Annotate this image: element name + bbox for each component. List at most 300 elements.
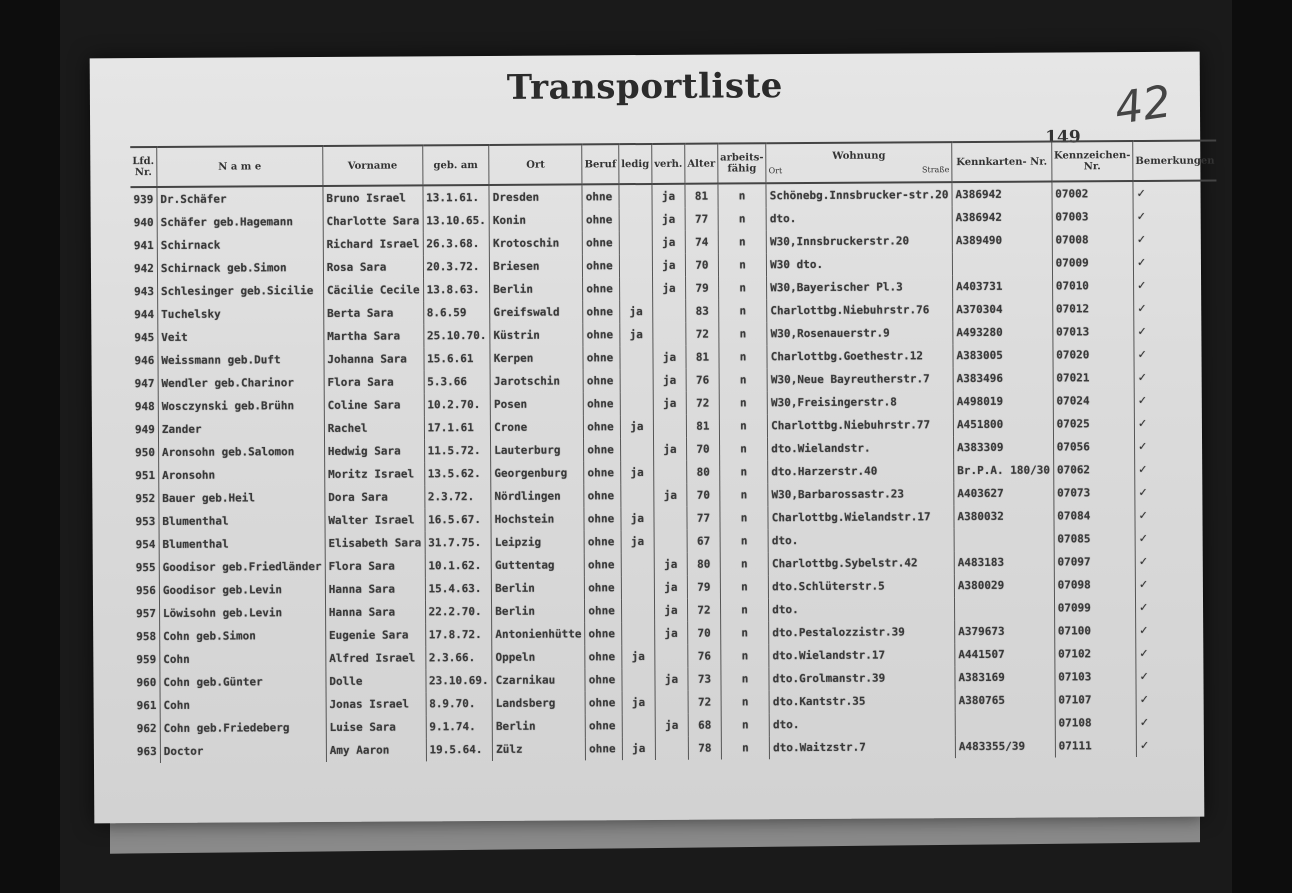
cell-arbeitsfahig: n [720,552,768,575]
cell-beruf: ohne [585,691,622,714]
cell-kennkarten [952,252,1052,276]
cell-arbeitsfahig: n [721,690,769,713]
cell-vorname: Richard Israel [323,232,423,256]
cell-arbeitsfahig: n [721,667,769,690]
cell-wohnung: dto. [766,206,952,230]
cell-bemerkungen: ✓ [1135,435,1219,459]
cell-geb: 13.8.63. [423,278,490,301]
cell-vorname: Luise Sara [326,715,426,739]
cell-name: Zander [158,417,324,441]
cell-bemerkungen: ✓ [1135,458,1219,482]
cell-nr: 959 [136,653,157,667]
cell-arbeitsfahig: n [719,368,767,391]
cell-bemerkungen: ✓ [1134,412,1218,436]
cell-arbeitsfahig: n [719,322,767,345]
cell-ort: Berlin [492,576,585,600]
cell-kennzeichen: 07024 [1053,389,1134,412]
cell-kennzeichen: 07099 [1054,596,1135,619]
cell-alter: 72 [686,323,719,346]
cell-vorname: Elisabeth Sara [325,531,425,555]
cell-alter: 72 [688,599,721,622]
cell-kennkarten: A370304 [953,298,1053,322]
cell-verh: ja [655,668,688,691]
cell-kennzeichen: 07097 [1054,550,1135,573]
cell-bemerkungen: ✓ [1135,504,1219,528]
cell-nr: 951 [135,469,156,483]
cell-geb: 10.2.70. [424,393,491,416]
cell-beruf: ohne [583,254,620,277]
cell-ledig [622,714,655,737]
header-verh: verh. [652,144,685,184]
cell-name: Doctor [160,739,326,763]
header-wohnung-sub [769,164,950,176]
cell-geb: 22.2.70. [425,600,492,623]
cell-beruf: ohne [585,668,622,691]
cell-kennkarten [955,712,1055,736]
cell-arbeitsfahig: n [719,345,767,368]
cell-verh: ja [652,254,685,277]
cell-ledig: ja [622,737,655,760]
cell-beruf: ohne [584,415,621,438]
cell-wohnung: dto. [768,528,954,552]
cell-geb: 17.1.61 [424,416,491,439]
cell-wohnung: dto.Wielandstr. [768,436,954,460]
cell-kennkarten: A441507 [955,643,1055,667]
cell-alter: 77 [685,208,718,231]
cell-wohnung: Schönebg.Innsbrucker-str.20 [766,182,952,207]
cell-ort: Berlin [490,277,583,301]
cell-bemerkungen: ✓ [1134,320,1218,344]
cell-name: Aronsohn geb.Salomon [158,440,324,464]
cell-alter: 67 [687,530,720,553]
cell-verh [655,645,688,668]
cell-name: Aronsohn [159,463,325,487]
cell-beruf: ohne [584,461,621,484]
cell-arbeitsfahig: n [719,437,767,460]
cell-nr: 943 [134,285,155,299]
cell-kennkarten: A383496 [953,367,1053,391]
cell-ort: Crone [491,415,584,439]
cell-verh: ja [653,392,686,415]
cell-kennkarten: A386942 [952,182,1052,207]
cell-kennzeichen: 07062 [1053,458,1134,481]
cell-nr: 940 [133,216,154,230]
cell-kennzeichen: 07010 [1052,274,1133,297]
cell-ledig [620,438,653,461]
cell-geb: 25.10.70. [423,324,490,347]
cell-geb: 13.1.61. [423,185,490,209]
cell-ledig: ja [621,507,654,530]
cell-kennkarten: A383005 [953,344,1053,368]
cell-nr: 956 [135,584,156,598]
cell-verh: ja [653,438,686,461]
cell-vorname: Martha Sara [324,324,424,348]
cell-geb: 19.5.64. [426,738,493,761]
cell-nr: 958 [136,630,157,644]
cell-geb: 15.6.61 [423,347,490,370]
cell-name: Blumenthal [159,509,325,533]
cell-ledig: ja [622,645,655,668]
header-wohnung [766,142,952,183]
cell-beruf: ohne [583,392,620,415]
cell-kennzeichen: 07103 [1055,665,1136,688]
cell-ledig: ja [621,530,654,553]
cell-ledig [619,277,652,300]
cell-arbeitsfahig: n [718,183,766,207]
cell-vorname: Hanna Sara [325,577,425,601]
cell-ledig [620,346,653,369]
header-arbeitsfahig: arbeits- fähig [718,143,767,183]
cell-ort: Nördlingen [491,484,584,508]
cell-vorname: Amy Aaron [326,738,426,762]
cell-name: Cohn geb.Günter [160,670,326,694]
cell-beruf: ohne [583,369,620,392]
cell-alter: 70 [685,254,718,277]
cell-bemerkungen: ✓ [1136,711,1220,735]
cell-nr: 947 [134,377,155,391]
cell-beruf: ohne [582,184,619,208]
cell-ort: Hochstein [491,507,584,531]
cell-bemerkungen: ✓ [1134,297,1218,321]
cell-verh: ja [654,599,687,622]
cell-ledig: ja [620,300,653,323]
cell-kennkarten: A386942 [952,206,1052,230]
header-ledig: ledig [619,144,652,184]
cell-kennkarten: A483355/39 [955,735,1055,759]
cell-nr: 942 [133,262,154,276]
cell-beruf: ohne [583,300,620,323]
cell-arbeitsfahig: n [721,621,769,644]
cell-ort: Landsberg [492,691,585,715]
cell-wohnung: W30 dto. [767,252,953,276]
cell-verh [655,691,688,714]
cell-nr: 954 [135,538,156,552]
cell-kennzeichen: 07073 [1053,481,1134,504]
cell-alter: 83 [686,300,719,323]
cell-kennzeichen: 07108 [1055,711,1136,734]
cell-name: Wendler geb.Charinor [158,371,324,395]
cell-kennkarten: A483183 [954,551,1054,575]
cell-vorname: Walter Israel [325,508,425,532]
cell-verh [653,300,686,323]
cell-kennkarten: A403731 [953,275,1053,299]
cell-arbeitsfahig: n [720,460,768,483]
cell-geb: 31.7.75. [425,531,492,554]
header-wohnung-ort: Ort [768,165,783,175]
header-wohnung-strasse: Straße [921,164,950,174]
cell-name: Goodisor geb.Friedländer [159,555,325,579]
cell-name: Wosczynski geb.Brühn [158,394,324,418]
cell-vorname: Dora Sara [325,485,425,509]
cell-beruf: ohne [585,645,622,668]
cell-wohnung: dto.Schlüterstr.5 [769,574,955,598]
cell-verh: ja [652,184,685,208]
cell-bemerkungen: ✓ [1134,274,1218,298]
cell-vorname: Bruno Israel [323,185,423,210]
cell-wohnung: Charlottbg.Niebuhrstr.77 [768,413,954,437]
cell-wohnung: W30,Barbarossastr.23 [768,482,954,506]
cell-arbeitsfahig: n [720,575,768,598]
cell-vorname: Coline Sara [324,393,424,417]
cell-geb: 9.1.74. [426,715,493,738]
cell-geb: 11.5.72. [424,439,491,462]
film-edge-left [0,0,60,893]
cell-alter: 70 [687,438,720,461]
header-geb: geb. am [422,145,489,185]
cell-beruf: ohne [585,622,622,645]
header-kennzeichen: Kennzeichen- Nr. [1051,141,1133,181]
cell-ort: Zülz [492,737,585,761]
cell-bemerkungen: ✓ [1136,596,1220,620]
cell-geb: 13.10.65. [423,209,490,232]
header-name: N a m e [157,146,323,187]
cell-wohnung: dto.Harzerstr.40 [768,459,954,483]
cell-kennzeichen: 07107 [1055,688,1136,711]
cell-ledig [621,553,654,576]
cell-geb: 2.3.66. [425,646,492,669]
cell-kennkarten: A379673 [955,620,1055,644]
cell-arbeitsfahig: n [719,414,767,437]
cell-geb: 5.3.66 [424,370,491,393]
cell-kennkarten: A403627 [954,482,1054,506]
cell-kennzeichen: 07013 [1053,320,1134,343]
cell-name: Blumenthal [159,532,325,556]
cell-beruf: ohne [584,438,621,461]
cell-kennzeichen: 07002 [1052,181,1134,205]
cell-geb: 15.4.63. [425,577,492,600]
cell-beruf: ohne [585,714,622,737]
cell-name: Dr.Schäfer [157,186,323,211]
cell-beruf: ohne [584,507,621,530]
cell-arbeitsfahig: n [721,713,769,736]
cell-kennzeichen: 07012 [1052,297,1133,320]
cell-alter: 68 [688,714,721,737]
cell-kennzeichen: 07084 [1054,504,1135,527]
cell-nr: 941 [133,239,154,253]
cell-name: Cohn geb.Friedeberg [160,716,326,740]
cell-wohnung: dto.Wielandstr.17 [769,643,955,667]
handwritten-number: 42 [1111,76,1175,135]
cell-beruf: ohne [585,576,622,599]
cell-vorname: Johanna Sara [324,347,424,371]
cell-ort: Lauterburg [491,438,584,462]
transport-table-wrap [130,140,1220,764]
cell-vorname: Flora Sara [325,554,425,578]
cell-arbeitsfahig: n [718,230,766,253]
header-kennkarten: Kennkarten- Nr. [952,142,1052,183]
cell-kennkarten: A493280 [953,321,1053,345]
cell-arbeitsfahig: n [720,598,768,621]
cell-name: Löwisohn geb.Levin [159,601,325,625]
cell-wohnung: W30,Bayerischer Pl.3 [767,275,953,299]
cell-verh: ja [652,231,685,254]
cell-wohnung: dto. [769,712,955,736]
cell-nr: 961 [136,699,157,713]
cell-wohnung: W30,Freisingerstr.8 [767,390,953,414]
cell-name: Bauer geb.Heil [159,486,325,510]
cell-bemerkungen: ✓ [1136,642,1220,666]
cell-wohnung: dto.Pestalozzistr.39 [769,620,955,644]
cell-kennzeichen: 07003 [1052,205,1133,228]
header-ort: Ort [489,144,582,185]
cell-ledig [622,622,655,645]
cell-beruf: ohne [583,323,620,346]
document-sheet [90,52,1215,824]
cell-alter: 70 [688,622,721,645]
cell-wohnung: dto.Grolmanstr.39 [769,666,955,690]
cell-vorname: Rosa Sara [323,255,423,279]
cell-ort: Czarnikau [492,668,585,692]
cell-arbeitsfahig: n [721,736,769,759]
cell-vorname: Alfred Israel [326,646,426,670]
cell-geb: 23.10.69. [425,669,492,692]
cell-ort: Konin [489,208,582,232]
cell-verh [653,415,686,438]
document-title: Transportliste [506,66,783,108]
cell-bemerkungen: ✓ [1136,688,1220,712]
cell-ledig: ja [622,691,655,714]
cell-beruf: ohne [582,231,619,254]
cell-ledig [621,576,654,599]
header-alter: Alter [685,144,718,184]
cell-arbeitsfahig: n [720,483,768,506]
cell-alter: 80 [687,461,720,484]
cell-beruf: ohne [584,530,621,553]
cell-alter: 79 [687,576,720,599]
cell-arbeitsfahig: n [719,299,767,322]
cell-kennkarten: A380029 [954,574,1054,598]
cell-wohnung: dto. [769,597,955,621]
cell-vorname: Hedwig Sara [324,439,424,463]
cell-wohnung: Charlottbg.Goethestr.12 [767,344,953,368]
cell-alter: 74 [685,231,718,254]
cell-ledig [619,254,652,277]
cell-bemerkungen: ✓ [1133,205,1217,229]
cell-ort: Jarotschin [490,369,583,393]
cell-kennzeichen: 07111 [1055,734,1136,757]
cell-vorname: Eugenie Sara [325,623,425,647]
cell-kennkarten: A383309 [953,436,1053,460]
cell-verh [655,737,688,760]
cell-verh: ja [652,277,685,300]
page-number: 149 [1045,127,1081,148]
cell-bemerkungen: ✓ [1135,527,1219,551]
cell-beruf: ohne [583,346,620,369]
cell-ledig [619,231,652,254]
cell-arbeitsfahig: n [718,253,766,276]
cell-verh [654,461,687,484]
cell-vorname: Jonas Israel [326,692,426,716]
cell-wohnung: W30,Rosenauerstr.9 [767,321,953,345]
cell-arbeitsfahig: n [720,506,768,529]
cell-verh: ja [654,576,687,599]
cell-vorname: Cäcilie Cecile [323,278,423,302]
cell-alter: 80 [687,553,720,576]
cell-kennkarten: Br.P.A. 180/30 [954,459,1054,483]
cell-name: Schirnack [157,233,323,257]
cell-beruf: ohne [586,737,623,760]
header-vorname: Vorname [323,145,423,186]
cell-alter: 81 [686,346,719,369]
cell-nr: 952 [135,492,156,506]
cell-name: Weissmann geb.Duft [158,348,324,372]
cell-ledig [620,369,653,392]
cell-wohnung: dto.Kantstr.35 [769,689,955,713]
cell-nr: 948 [134,400,155,414]
header-beruf: Beruf [582,144,619,184]
cell-name: Cohn [160,647,326,671]
cell-bemerkungen: ✓ [1134,389,1218,413]
cell-geb: 16.5.67. [424,508,491,531]
cell-geb: 26.3.68. [423,232,490,255]
cell-verh [654,530,687,553]
cell-kennkarten: A451800 [953,413,1053,437]
cell-ort: Greifswald [490,300,583,324]
cell-verh: ja [653,346,686,369]
cell-ort: Krotoschin [489,231,582,255]
cell-geb: 8.6.59 [423,301,490,324]
cell-nr: 955 [135,561,156,575]
cell-kennzeichen: 07100 [1054,619,1135,642]
cell-verh: ja [653,369,686,392]
cell-kennkarten [954,528,1054,552]
cell-nr: 949 [134,423,155,437]
cell-ort: Posen [490,392,583,416]
cell-ort: Kerpen [490,346,583,370]
cell-ledig: ja [621,461,654,484]
cell-wohnung: W30,Innsbruckerstr.20 [766,229,952,253]
cell-nr: 945 [134,331,155,345]
cell-ledig [622,668,655,691]
cell-ort: Oppeln [492,645,585,669]
cell-verh: ja [654,622,687,645]
cell-ledig [619,184,652,208]
cell-alter: 76 [688,645,721,668]
cell-kennkarten [954,597,1054,621]
film-edge-right [1232,0,1292,893]
cell-geb: 20.3.72. [423,255,490,278]
cell-name: Schirnack geb.Simon [157,256,323,280]
cell-kennzeichen: 07009 [1052,251,1133,274]
cell-kennzeichen: 07085 [1054,527,1135,550]
cell-geb: 13.5.62. [424,462,491,485]
cell-geb: 2.3.72. [424,485,491,508]
cell-nr: 957 [136,607,156,621]
cell-ort: Berlin [492,599,585,623]
cell-name: Cohn geb.Simon [160,624,326,648]
cell-ort: Leipzig [491,530,584,554]
cell-vorname: Charlotte Sara [323,209,423,233]
cell-bemerkungen: ✓ [1136,734,1220,758]
cell-nr: 944 [134,308,155,322]
cell-kennzeichen: 07025 [1053,412,1134,435]
cell-ort: Guttentag [491,553,584,577]
cell-vorname: Moritz Israel [324,462,424,486]
cell-name: Schlesinger geb.Sicilie [157,279,323,303]
cell-bemerkungen: ✓ [1136,619,1220,643]
cell-verh: ja [654,484,687,507]
cell-verh: ja [654,553,687,576]
cell-arbeitsfahig: n [721,644,769,667]
cell-bemerkungen: ✓ [1135,573,1219,597]
cell-ort: Georgenburg [491,461,584,485]
cell-geb: 8.9.70. [426,692,493,715]
cell-alter: 70 [687,484,720,507]
transport-table [130,140,1220,764]
cell-bemerkungen: ✓ [1133,181,1217,206]
cell-nr: 946 [134,354,155,368]
header-lfd: Lfd. Nr. [130,147,157,187]
